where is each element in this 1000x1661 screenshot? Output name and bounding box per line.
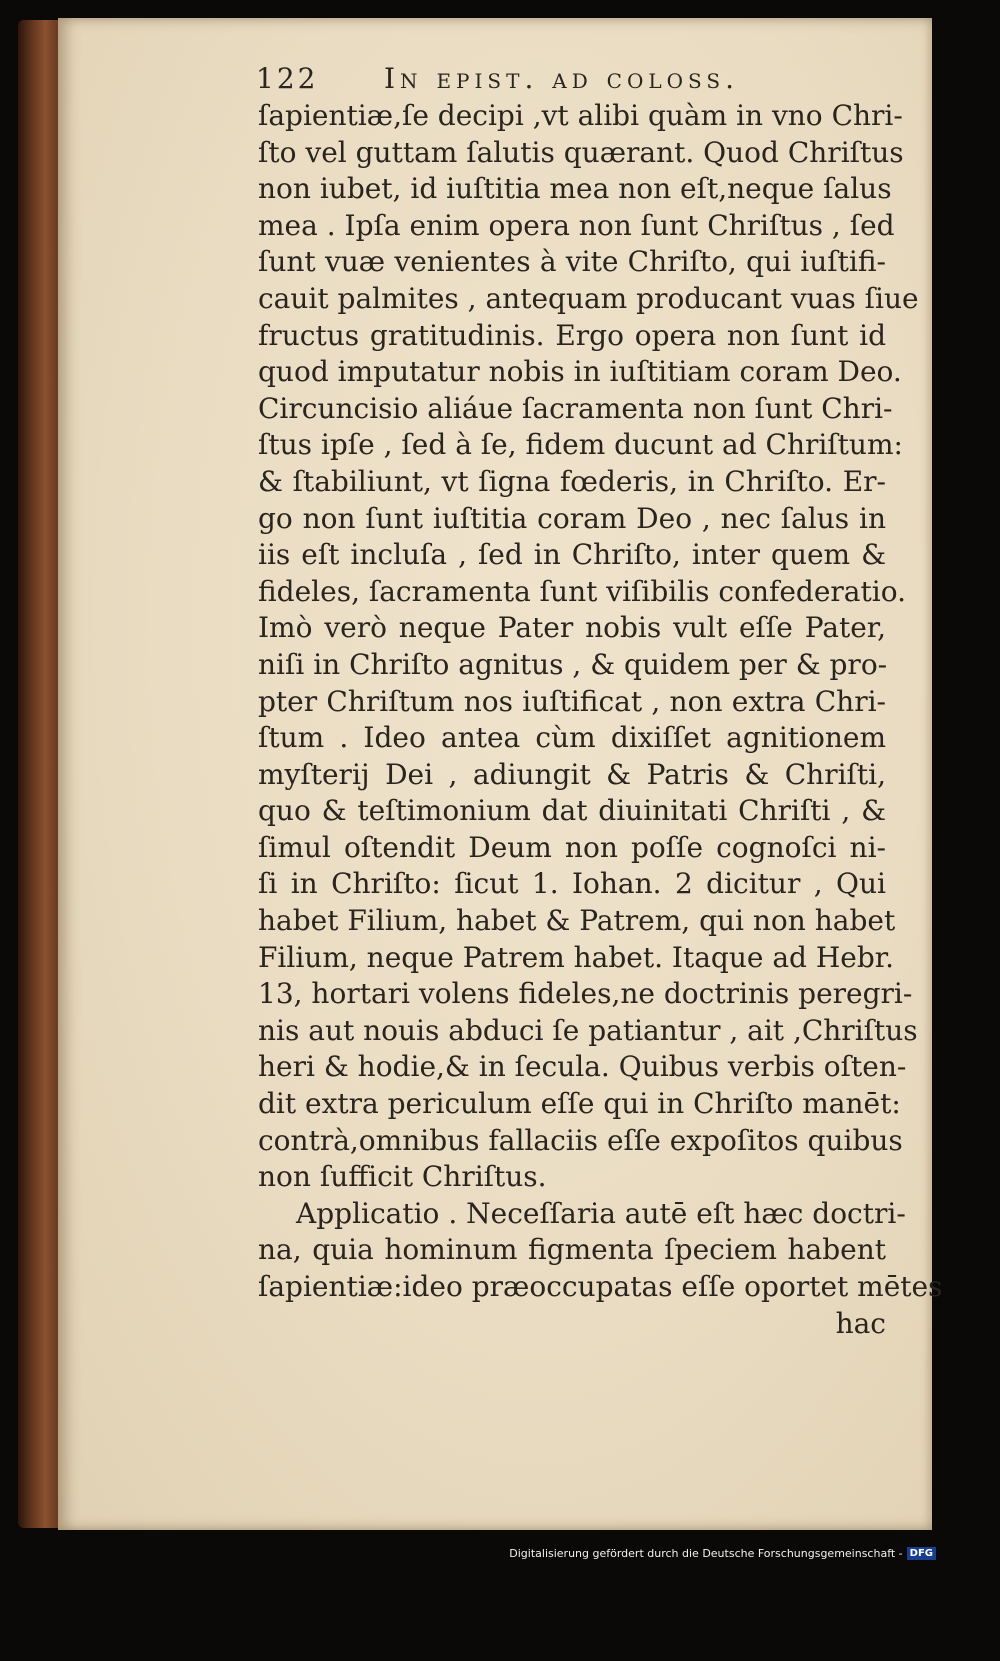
text-line: nis aut nouis abduci ſe patiantur , ait ,Chriſtus xyxy=(258,1013,918,1047)
text-line: ſimul oſtendit Deum non poſſe cognoſci ni- xyxy=(258,830,886,864)
text-line: fideles, ſacramenta ſunt viſibilis confederatio. xyxy=(258,574,906,608)
text-line: niſi in Chriſto agnitus , & quidem per & pro- xyxy=(258,647,888,681)
catchword: hac xyxy=(835,1306,886,1340)
dfg-logo: DFG xyxy=(907,1547,936,1560)
text-line: ſtus ipſe , ſed à ſe, fidem ducunt ad Chriſtum: xyxy=(258,428,903,462)
text-line: iis eſt incluſa , ſed in Chriſto, inter quem & xyxy=(258,538,886,572)
digitization-footer xyxy=(509,1544,936,1562)
text-line: ſapientiæ,ſe decipi ,vt alibi quàm in vno Chri- xyxy=(258,99,903,132)
page-number: 122 xyxy=(256,62,319,95)
running-title: In epist. ad coloss. xyxy=(384,62,739,95)
text-line: pter Chriſtum nos iuſtificat , non extra Chri- xyxy=(258,684,886,718)
text-line: fructus gratitudinis. Ergo opera non ſunt id xyxy=(258,318,886,352)
text-line: ſtum . Ideo antea cùm dixiſſet agnitionem xyxy=(258,721,886,755)
text-line: dit extra periculum eſſe qui in Chriſto manēt: xyxy=(258,1087,901,1121)
text-line: quo & teſtimonium dat diuinitati Chriſti , & xyxy=(258,794,886,828)
text-line: ſto vel guttam ſalutis quærant. Quod Chriſtus xyxy=(258,135,904,169)
text-line: Circuncisio aliáue ſacramenta non ſunt Chri- xyxy=(258,391,893,425)
text-line: Filium, neque Patrem habet. Itaque ad Hebr. xyxy=(258,940,894,974)
text-line: heri & hodie,& in ſecula. Quibus verbis oſten- xyxy=(258,1050,907,1084)
text-line: cauit palmites , antequam producant vuas ſiue xyxy=(258,281,919,315)
text-line: ſunt vuæ venientes à vite Chriſto, qui iuſtifi- xyxy=(258,245,886,279)
page-header xyxy=(256,60,886,100)
text-line: ſi in Chriſto: ſicut 1. Iohan. 2 dicitur , Qui xyxy=(258,867,886,901)
text-line: & ſtabiliunt, vt ſigna fœderis, in Chriſto. Er- xyxy=(258,464,886,498)
text-line: contrà,omnibus fallaciis eſſe expoſitos quibus xyxy=(258,1123,903,1157)
text-line: habet Filium, habet & Patrem, qui non habet xyxy=(258,904,896,938)
text-line: mea . Ipſa enim opera non ſunt Chriſtus , ſed xyxy=(258,208,895,242)
text-line: quod imputatur nobis in iuſtitiam coram Deo. xyxy=(258,355,902,389)
text-line: ſapientiæ:ideo præoccupatas eſſe oportet mētes xyxy=(258,1270,943,1303)
page-body-text xyxy=(258,98,943,1342)
funding-credit: Digitalisierung gefördert durch die Deutsche Forschungsgemeinschaft - xyxy=(509,1546,903,1560)
text-line: Imò verò neque Pater nobis vult eſſe Pater, xyxy=(258,611,886,645)
paragraph-start-line: Applicatio . Neceſſaria autē eſt hæc doctri- xyxy=(296,1196,906,1230)
text-line: non iubet, id iuſtitia mea non eſt,neque ſalus xyxy=(258,172,892,206)
text-line: myſterij Dei , adiungit & Patris & Chriſti, xyxy=(258,757,886,791)
text-line: go non ſunt iuſtitia coram Deo , nec ſalus in xyxy=(258,501,886,535)
text-line: 13, hortari volens fideles,ne doctrinis peregri- xyxy=(258,977,913,1011)
text-line: na, quia hominum figmenta ſpeciem habent xyxy=(258,1233,886,1267)
text-line: non ſufficit Chriſtus. xyxy=(258,1160,547,1194)
